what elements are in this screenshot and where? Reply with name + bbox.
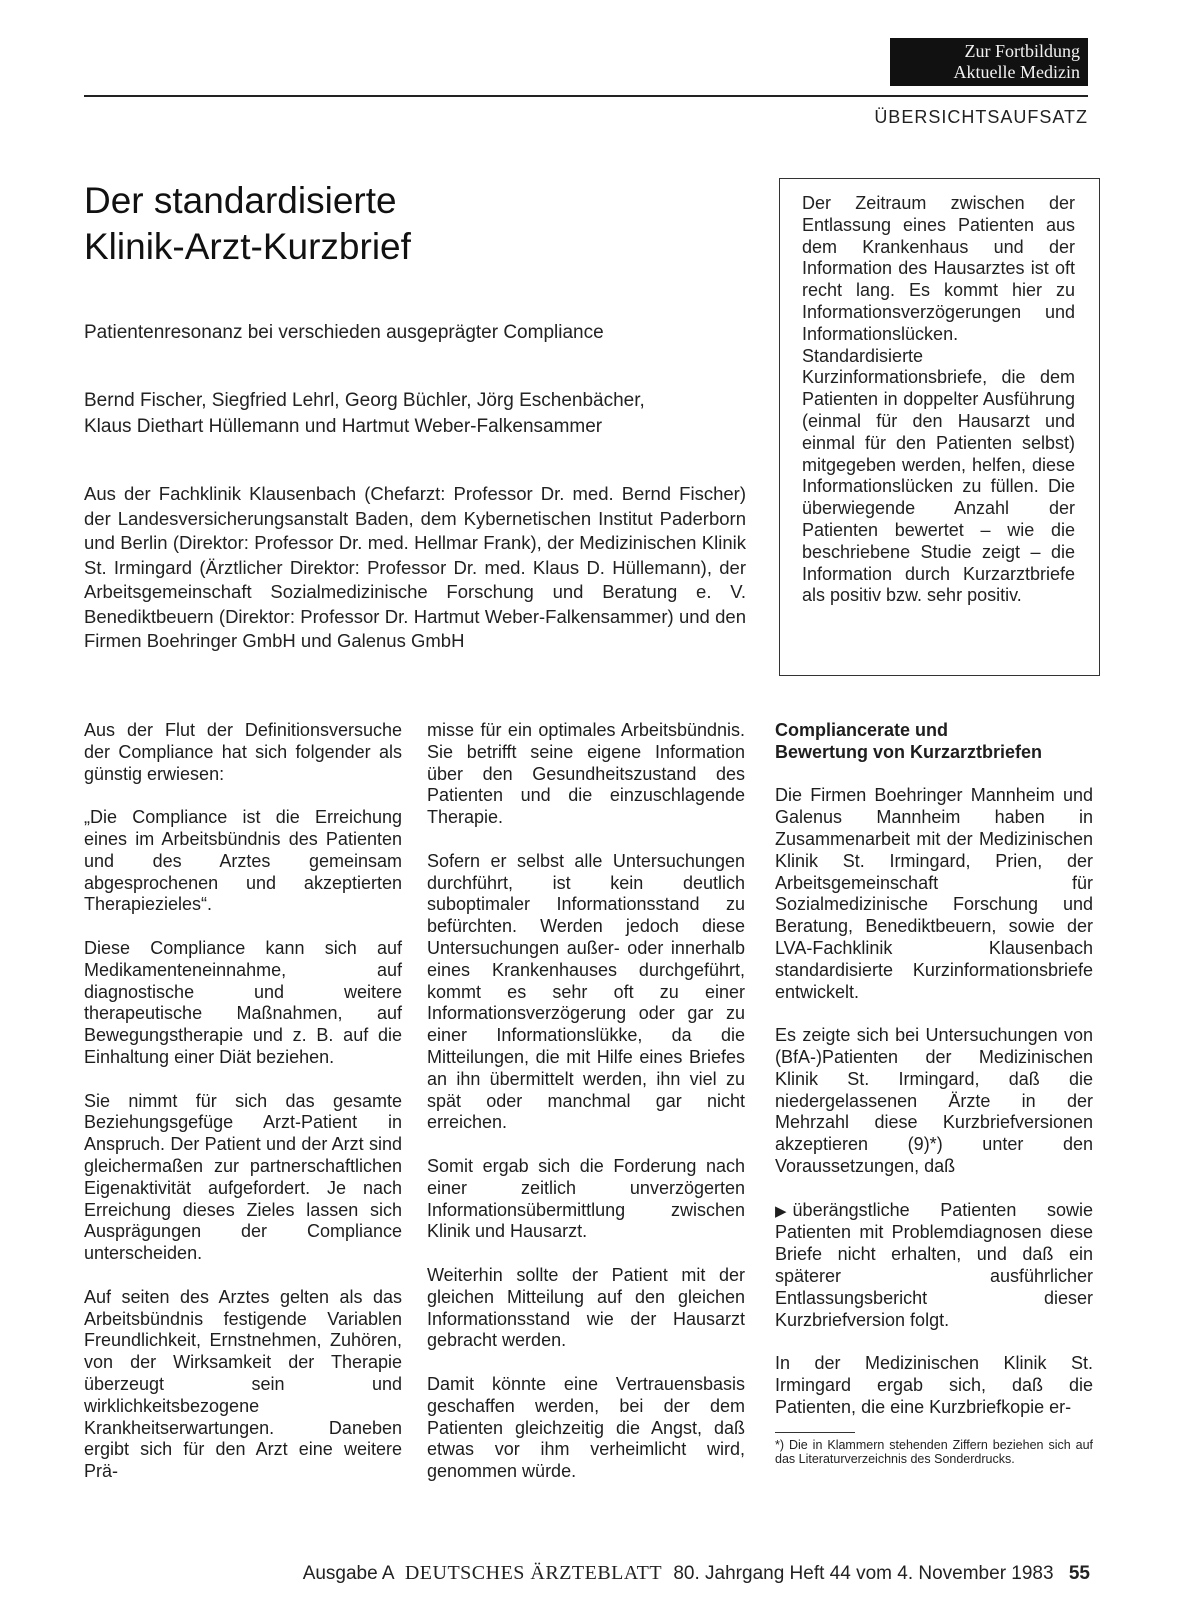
- paragraph: Diese Compliance kann sich auf Medikamenteneinnahme, auf diagnostische und weitere therapeutische Maßnahmen, auf Bewegungstherapie und z. B. auf die Einhaltung einer Diät beziehen.: [84, 937, 402, 1067]
- affiliation: Aus der Fachklinik Klausenbach (Chefarzt: Professor Dr. med. Bernd Fischer) der Landesversicherungsanstalt Baden, dem Kybernetischen Institut Paderborn und Berlin (Direktor: Professor Dr. med. Hellmar Frank), der Medizinischen Klinik St. Irmingard (Ärztlicher Direktor: Professor Dr. med. Klaus D. Hüllemann), der Arbeitsgemeinschaft Sozialmedizinische Forschung und Beratung e. V. Benediktbeuern (Direktor: Professor Dr. Hartmut Weber-Falkensammer) und den Firmen Boehringer GmbH und Galenus GmbH: [84, 483, 746, 651]
- paragraph: Somit ergab sich die Forderung nach einer zeitlich unverzögerten Informationsübermittlung zwischen Klinik und Hausarzt.: [427, 1155, 745, 1242]
- authors-line-1: Bernd Fischer, Siegfried Lehrl, Georg Büchler, Jörg Eschenbächer,: [84, 390, 645, 411]
- badge-line-1: Zur Fortbildung: [964, 41, 1080, 61]
- footnote-rule: [775, 1432, 855, 1433]
- paragraph: Die Firmen Boehringer Mannheim und Galenus Mannheim haben in Zusammenarbeit mit der Medizinischen Klinik St. Irmingard, Prien, der Arbeitsgemeinschaft für Sozialmedizinische Forschung und Beratung, Benediktbeuern, sowie der LVA-Fachklinik Klausenbach standardisierte Kurzinformationsbriefe entwickelt.: [775, 785, 1093, 1002]
- bullet-text: überängstliche Patienten sowie Patienten mit Problemdiagnosen diese Briefe nicht erhalten, und daß ein späterer ausführlicher Entlassungsbericht dieser Kurzbriefversion folgt.: [775, 1199, 1093, 1330]
- abstract-box: Der Zeitraum zwischen der Entlassung eines Patienten aus dem Krankenhaus und der Information des Hausarztes ist oft recht lang. Es kommt hier zu Informationsverzögerungen und Informationslücken. Standardisierte Kurzinformationsbriefe, die dem Patienten in doppelter Ausführung (einmal für den Hausarzt und einmal für den Patienten selbst) mitgegeben werden, helfen, diese Informationslücken zu füllen. Die überwiegende Anzahl der Patienten bewertet – wie die beschriebene Studie zeigt – die Information durch Kurzarztbriefe als positiv bzw. sehr positiv.: [779, 178, 1100, 676]
- authors-line-2: Klaus Diethart Hüllemann und Hartmut Weber-Falkensammer: [84, 416, 603, 437]
- paragraph: „Die Compliance ist die Erreichung eines im Arbeitsbündnis des Patienten und des Arztes gemeinsam abgesprochenen und akzeptierten Therapiezieles“.: [84, 807, 402, 915]
- author-list: [84, 388, 764, 440]
- title-line-1: Der standardisierte: [84, 180, 397, 221]
- paragraph: Weiterhin sollte der Patient mit der gleichen Mitteilung auf den gleichen Informationsstand wie der Hausarzt gebracht werden.: [427, 1264, 745, 1351]
- badge-line-2: Aktuelle Medizin: [953, 62, 1080, 82]
- article-title: [84, 178, 704, 270]
- paragraph: Sofern er selbst alle Untersuchungen durchführt, ist kein deutlich suboptimaler Informationsstand zu befürchten. Werden jedoch diese Untersuchungen außer- oder innerhalb eines Krankenhauses durchgeführt, kommt es sehr oft zu einer Informationsverzögerung oder gar zu einer Informationslükke, da die Mitteilungen, die mit Hilfe eines Briefes an ihn übermittelt werden, ihn viel zu spät oder manchmal gar nicht erreichen.: [427, 850, 745, 1133]
- paragraph: Damit könnte eine Vertrauensbasis geschaffen werden, bei der dem Patienten gleichzeitig die Angst, daß etwas vor ihm verheimlicht wird, genommen würde.: [427, 1373, 745, 1482]
- article-subtitle: Patientenresonanz bei verschieden ausgeprägter Compliance: [84, 322, 604, 343]
- section-heading: [775, 720, 1093, 764]
- page-footer: [84, 1562, 1090, 1585]
- issue-info: 80. Jahrgang Heft 44 vom 4. November 1983: [673, 1563, 1054, 1584]
- body-column-2: [427, 720, 745, 1505]
- page-number: 55: [1068, 1563, 1090, 1584]
- triangle-bullet-icon: ▶: [775, 1202, 787, 1220]
- edition: Ausgabe A: [302, 1563, 394, 1584]
- journal-name: DEUTSCHES ÄRZTEBLATT: [404, 1562, 663, 1584]
- footnote: *) Die in Klammern stehenden Ziffern beziehen sich auf das Literaturverzeichnis des Sonderdrucks.: [775, 1438, 1093, 1466]
- body-column-3: [775, 720, 1093, 1440]
- article-type: ÜBERSICHTSAUFSATZ: [874, 107, 1088, 127]
- paragraph: Sie nimmt für sich das gesamte Beziehungsgefüge Arzt-Patient in Anspruch. Der Patient und der Arzt sind gleichermaßen zur partnerschaftlichen Eigenaktivität aufgefordert. Je nach Erreichung dieses Zieles lassen sich Ausprägungen der Compliance unterscheiden.: [84, 1090, 402, 1264]
- paragraph: In der Medizinischen Klinik St. Irmingard ergab sich, daß die Patienten, die eine Kurzbriefkopie er-: [775, 1353, 1093, 1417]
- paragraph: Aus der Flut der Definitionsversuche der Compliance hat sich folgender als günstig erwiesen:: [84, 720, 402, 784]
- heading-line-1: Compliancerate und: [775, 720, 949, 740]
- title-line-2: Klinik-Arzt-Kurzbrief: [84, 226, 411, 267]
- paragraph: Es zeigte sich bei Untersuchungen von (BfA-)Patienten der Medizinischen Klinik St. Irmingard, daß die niedergelassenen Ärzte in der Mehrzahl diese Kurzbriefversionen akzeptieren (9)*) unter den Voraussetzungen, daß: [775, 1025, 1093, 1176]
- paragraph: misse für ein optimales Arbeitsbündnis. Sie betrifft seine eigene Information über den Gesundheitszustand des Patienten und die einzuschlagende Therapie.: [427, 720, 745, 828]
- bullet-paragraph: [775, 1200, 1093, 1332]
- header-rule: [84, 95, 1088, 97]
- heading-line-2: Bewertung von Kurzarztbriefen: [775, 741, 1043, 762]
- section-badge: [890, 38, 1088, 86]
- paragraph: Auf seiten des Arztes gelten als das Arbeitsbündnis festigende Variablen Freundlichkeit, Ernstnehmen, Zuhören, von der Wirksamkeit der Therapie überzeugt sein und wirklichkeitsbezogene Krankheitserwartungen. Daneben ergibt sich für den Arzt eine weitere Prä-: [84, 1286, 402, 1482]
- body-column-1: [84, 720, 402, 1505]
